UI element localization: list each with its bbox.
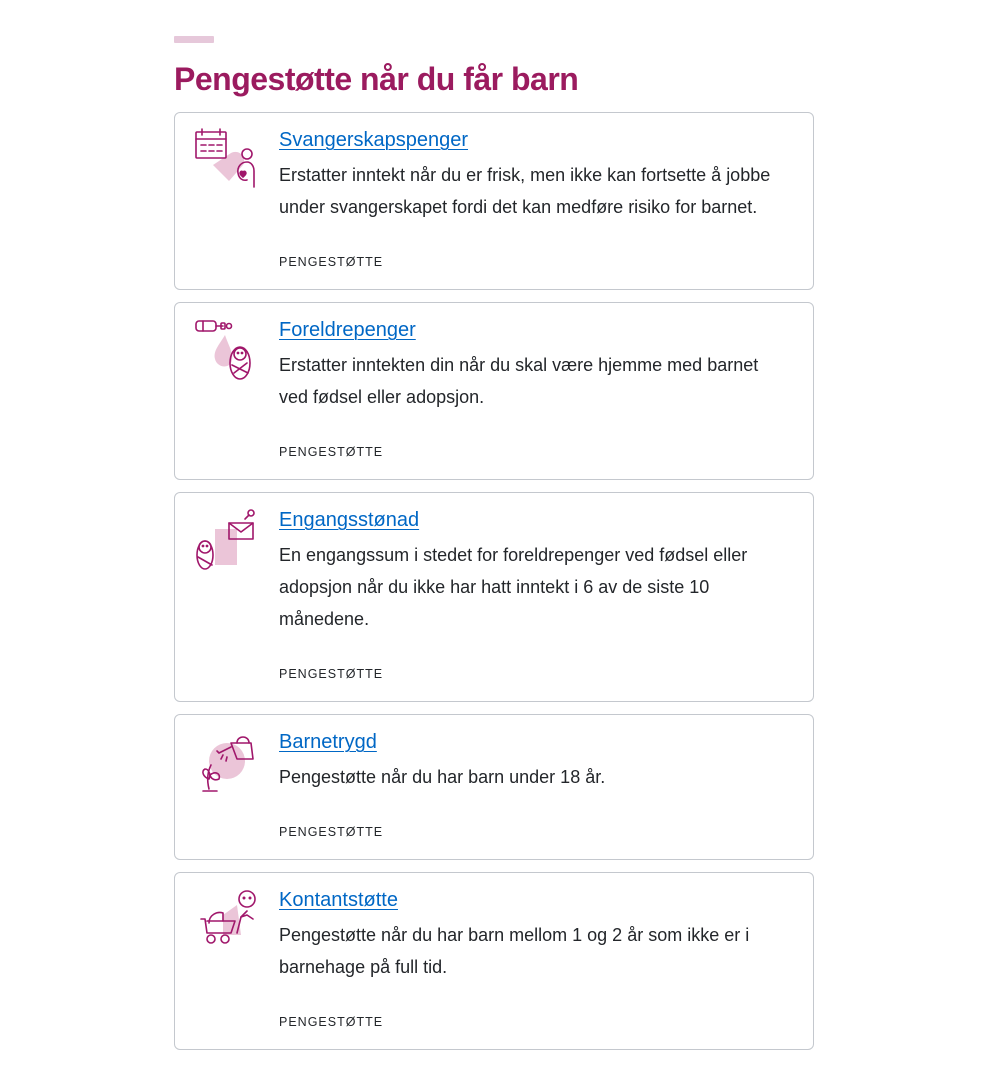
card-title-link[interactable]: Barnetrygd (279, 731, 377, 753)
baby-envelope-icon (193, 507, 259, 573)
card-description: Erstatter inntekten din når du skal være hjemme med barnet ved fødsel eller adopsjon. (279, 355, 759, 407)
card-tag: PENGESTØTTE (279, 1015, 384, 1029)
card-title-link[interactable]: Foreldrepenger (279, 319, 416, 341)
card-title-link[interactable]: Kontantstøtte (279, 889, 398, 911)
card-description: En engangssum i stedet for foreldrepenger ved fødsel eller adopsjon når du ikke har hatt inntekt i 6 av de siste 10 månedene. (279, 545, 748, 629)
card-tag: PENGESTØTTE (279, 667, 384, 681)
card-description: Pengestøtte når du har barn mellom 1 og 2 år som ikke er i barnehage på full tid. (279, 925, 750, 977)
card-tag: PENGESTØTTE (279, 445, 384, 459)
benefit-card-barnetrygd[interactable] (174, 714, 814, 860)
watering-can-sprout-icon (193, 729, 259, 795)
calendar-pregnant-icon (193, 127, 259, 193)
card-description: Erstatter inntekt når du er frisk, men ikke kan fortsette å jobbe under svangerskapet fordi det kan medføre risiko for barnet. (279, 165, 771, 217)
card-tag: PENGESTØTTE (279, 255, 384, 269)
section-header (174, 36, 814, 101)
card-title-link[interactable]: Engangsstønad (279, 509, 420, 531)
benefit-card-foreldrepenger[interactable] (174, 302, 814, 480)
card-description: Pengestøtte når du har barn under 18 år. (279, 767, 606, 787)
benefit-card-kontantstotte[interactable] (174, 872, 814, 1050)
page-title: Pengestøtte når du får barn (174, 61, 579, 97)
stroller-child-icon (193, 887, 259, 953)
benefit-card-svangerskapspenger[interactable] (174, 112, 814, 290)
card-tag: PENGESTØTTE (279, 825, 384, 839)
bottle-baby-icon (193, 317, 259, 383)
benefit-card-engangsstonad[interactable] (174, 492, 814, 702)
card-title-link[interactable]: Svangerskapspenger (279, 129, 469, 151)
title-accent-bar (174, 36, 214, 43)
